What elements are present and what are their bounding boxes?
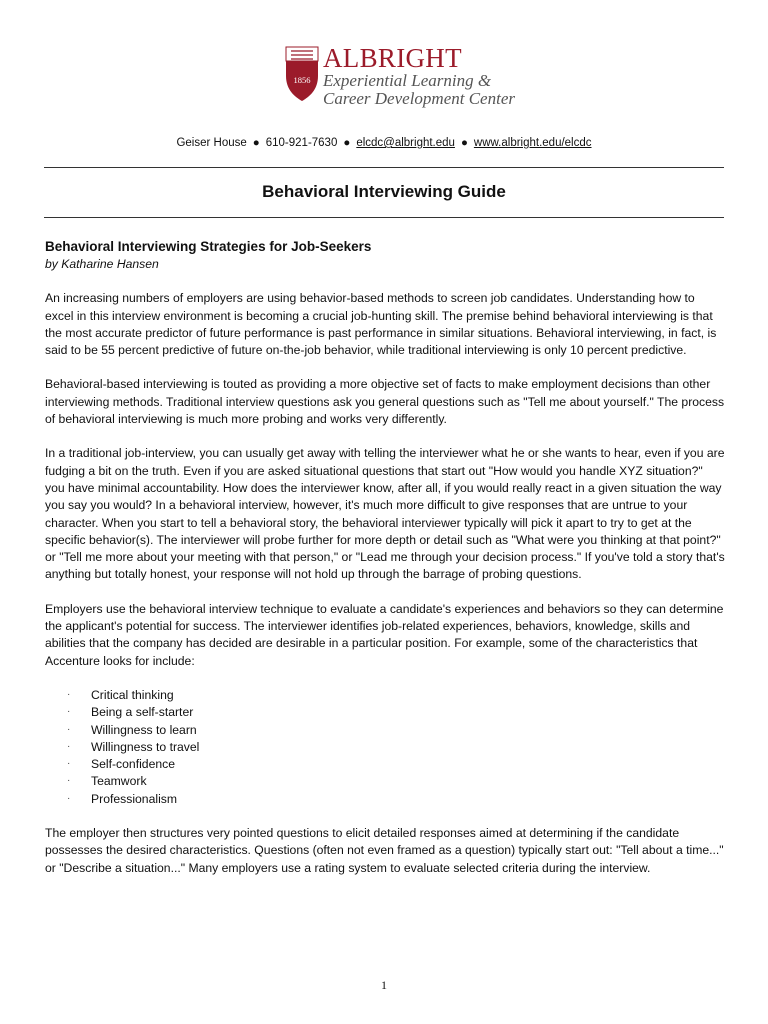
bullet-icon: · — [67, 688, 71, 700]
body-paragraph: An increasing numbers of employers are using behavior-based methods to screen job candidates. Understanding how to excel in this interview environment is becoming a crucial job-hunting skill. The premise behind behavioral interviewing is that the most accurate predictor of future performance is past performance in similar situations. Behavioral interviewing, in fact, is said to be 55 percent predictive of future on-the-job behavior, while traditional interviewing is only 10 percent predictive. — [45, 291, 717, 358]
trait-text: Self-confidence — [91, 757, 176, 772]
bullet-icon: · — [67, 740, 71, 752]
traits-list — [45, 687, 725, 808]
list-item — [45, 687, 725, 704]
article-byline: by Katharine Hansen — [45, 257, 159, 271]
bullet-separator-icon: ● — [343, 137, 351, 149]
bullet-icon: · — [67, 775, 71, 787]
trait-text: Professionalism — [91, 791, 178, 806]
trait-text: Willingness to travel — [91, 739, 200, 754]
document-title: Behavioral Interviewing Guide — [262, 182, 506, 201]
logo-name: ALBRIGHT — [323, 43, 462, 73]
albright-logo — [285, 43, 515, 112]
title-top-divider — [44, 167, 724, 168]
title-bottom-divider — [44, 217, 724, 218]
list-item — [45, 791, 725, 808]
contact-email-link[interactable]: elcdc@albright.edu — [356, 137, 455, 149]
list-item — [45, 756, 725, 773]
article-title: Behavioral Interviewing Strategies for Job-Seekers — [45, 239, 372, 254]
bullet-icon: · — [67, 792, 71, 804]
body-paragraph: Behavioral-based interviewing is touted as providing a more objective set of facts to make employment decisions than other interviewing methods. Traditional interview questions ask you general questions such as "Tell me about yourself." The process of behavioral interviewing is much more probing and works very differently. — [45, 377, 725, 427]
logo-subtitle-line2: Career Development Center — [323, 89, 515, 108]
page-number: 1 — [381, 978, 387, 992]
list-item — [45, 773, 725, 790]
contact-website-link[interactable]: www.albright.edu/elcdc — [473, 137, 592, 149]
list-item — [45, 722, 725, 739]
trait-text: Critical thinking — [91, 687, 174, 702]
body-paragraph: In a traditional job-interview, you can usually get away with telling the interviewer what he or she wants to hear, even if you are fudging a bit on the truth. Even if you are asked situational questions that start out "How would you handle XYZ situation?" you have minimal accountability. How does the interviewer know, after all, if you would really react in a given situation the way you say you would? In a behavioral interview, however, it's much more difficult to give responses that are untrue to your character. When you start to tell a behavioral story, the behavioral interviewer typically will pick it apart to try to get at the specific behavior(s). The interviewer will probe further for more depth or detail such as "What were you thinking at that point?" or "Tell me more about your meeting with that person," or "Lead me through your decision process." If you've told a story that's anything but totally honest, your response will not hold up through the barrage of probing questions. — [45, 446, 725, 582]
shield-year: 1856 — [293, 75, 311, 85]
albright-shield-icon — [285, 46, 319, 102]
body-paragraph: Employers use the behavioral interview technique to evaluate a candidate's experiences and behaviors so they can determine the applicant's potential for success. The interviewer identifies job-related experiences, behaviors, knowledge, skills and abilities that the company has decided are desirable in a particular position. For example, some of the characteristics that Accenture looks for include: — [45, 601, 724, 668]
closing-paragraph: The employer then structures very pointed questions to elicit detailed responses aimed at determining if the candidate possesses the desired characteristics. Questions (often not even framed as a question) typically start out: "Tell about a time..." or "Describe a situation..." Many employers use a rating system to evaluate selected criteria during the interview. — [45, 826, 724, 875]
list-item — [45, 739, 725, 756]
document-body — [45, 238, 725, 894]
trait-text: Teamwork — [91, 774, 147, 789]
contact-line — [0, 136, 768, 150]
logo-subtitle-line1: Experiential Learning & — [323, 71, 492, 90]
bullet-separator-icon: ● — [252, 137, 260, 149]
contact-phone: 610-921-7630 — [265, 137, 338, 149]
bullet-icon: · — [67, 723, 71, 735]
trait-text: Being a self-starter — [91, 705, 194, 720]
list-item — [45, 704, 725, 721]
bullet-icon: · — [67, 758, 71, 770]
trait-text: Willingness to learn — [91, 722, 197, 737]
bullet-icon: · — [67, 706, 71, 718]
contact-location: Geiser House — [176, 137, 247, 149]
bullet-separator-icon: ● — [460, 137, 468, 149]
